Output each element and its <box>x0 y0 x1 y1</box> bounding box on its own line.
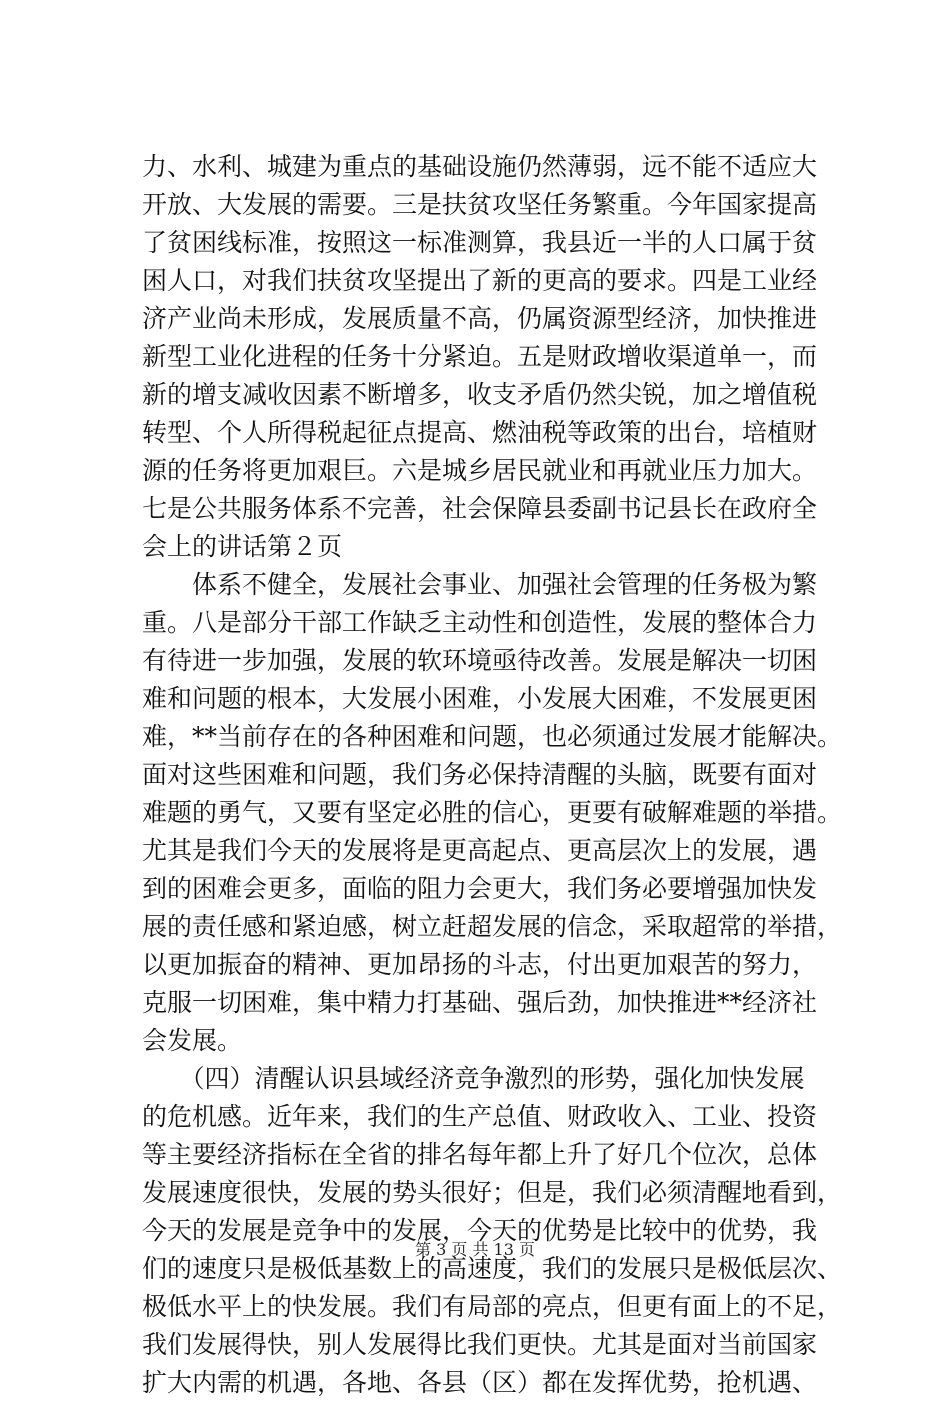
text-line: 扩大内需的机遇，各地、各县（区）都在发挥优势，抢机遇、 <box>142 1368 818 1397</box>
page-number: 第 3 页 共 13 页 <box>415 1240 535 1259</box>
text-line: 尤其是我们今天的发展将是更高起点、更高层次上的发展，遇 <box>142 836 818 865</box>
page-footer <box>0 1240 950 1260</box>
text-line: 展的责任感和紧迫感，树立赶超发展的信念，采取超常的举措， <box>142 912 843 941</box>
text-line: 的危机感。近年来，我们的生产总值、财政收入、工业、投资 <box>142 1102 818 1131</box>
text-line: 新的增支减收因素不断增多，收支矛盾仍然尖锐，加之增值税 <box>142 380 818 409</box>
text-line: 开放、大发展的需要。三是扶贫攻坚任务繁重。今年国家提高 <box>142 190 818 219</box>
text-line: 今天的发展是竞争中的发展，今天的优势是比较中的优势，我 <box>142 1216 818 1245</box>
text-line: 面对这些困难和问题，我们务必保持清醒的头脑，既要有面对 <box>142 760 818 789</box>
text-line: 济产业尚未形成，发展质量不高，仍属资源型经济，加快推进 <box>142 304 818 333</box>
text-line: （四）清醒认识县域经济竞争激烈的形势，强化加快发展 <box>142 1064 805 1093</box>
text-line: 新型工业化进程的任务十分紧迫。五是财政增收渠道单一，而 <box>142 342 818 371</box>
text-line: 七是公共服务体系不完善，社会保障县委副书记县长在政府全 <box>142 494 818 523</box>
text-line: 们的速度只是极低基数上的高速度，我们的发展只是极低层次、 <box>142 1254 843 1283</box>
text-line: 了贫困线标准，按照这一标准测算，我县近一半的人口属于贫 <box>142 228 818 257</box>
text-line: 源的任务将更加艰巨。六是城乡居民就业和再就业压力加大。 <box>142 456 818 485</box>
text-line: 发展速度很快，发展的势头很好；但是，我们必须清醒地看到， <box>142 1178 843 1207</box>
text-line: 我们发展得快，别人发展得比我们更快。尤其是面对当前国家 <box>142 1330 818 1359</box>
text-line: 等主要经济指标在全省的排名每年都上升了好几个位次，总体 <box>142 1140 818 1169</box>
text-line: 重。八是部分干部工作缺乏主动性和创造性，发展的整体合力 <box>142 608 818 637</box>
text-line: 转型、个人所得税起征点提高、燃油税等政策的出台，培植财 <box>142 418 818 447</box>
text-line: 以更加振奋的精神、更加昂扬的斗志，付出更加艰苦的努力， <box>142 950 818 979</box>
text-line: 到的困难会更多，面临的阻力会更大，我们务必要增强加快发 <box>142 874 818 903</box>
text-line: 难和问题的根本，大发展小困难，小发展大困难，不发展更困 <box>142 684 818 713</box>
text-line: 困人口，对我们扶贫攻坚提出了新的更高的要求。四是工业经 <box>142 266 818 295</box>
text-line: 极低水平上的快发展。我们有局部的亮点，但更有面上的不足， <box>142 1292 843 1321</box>
text-line: 难，**当前存在的各种困难和问题，也必须通过发展才能解决。 <box>142 722 843 751</box>
text-line: 难题的勇气，又要有坚定必胜的信心，更要有破解难题的举措。 <box>142 798 843 827</box>
text-line: 力、水利、城建为重点的基础设施仍然薄弱，远不能不适应大 <box>142 152 818 181</box>
text-line: 体系不健全，发展社会事业、加强社会管理的任务极为繁 <box>142 570 818 599</box>
text-line: 克服一切困难，集中精力打基础、强后劲，加快推进**经济社 <box>142 988 818 1017</box>
text-line: 有待进一步加强，发展的软环境亟待改善。发展是解决一切困 <box>142 646 818 675</box>
text-line: 会上的讲话第２页 <box>142 532 343 561</box>
body-text <box>142 148 843 1402</box>
text-line: 会发展。 <box>142 1026 243 1055</box>
